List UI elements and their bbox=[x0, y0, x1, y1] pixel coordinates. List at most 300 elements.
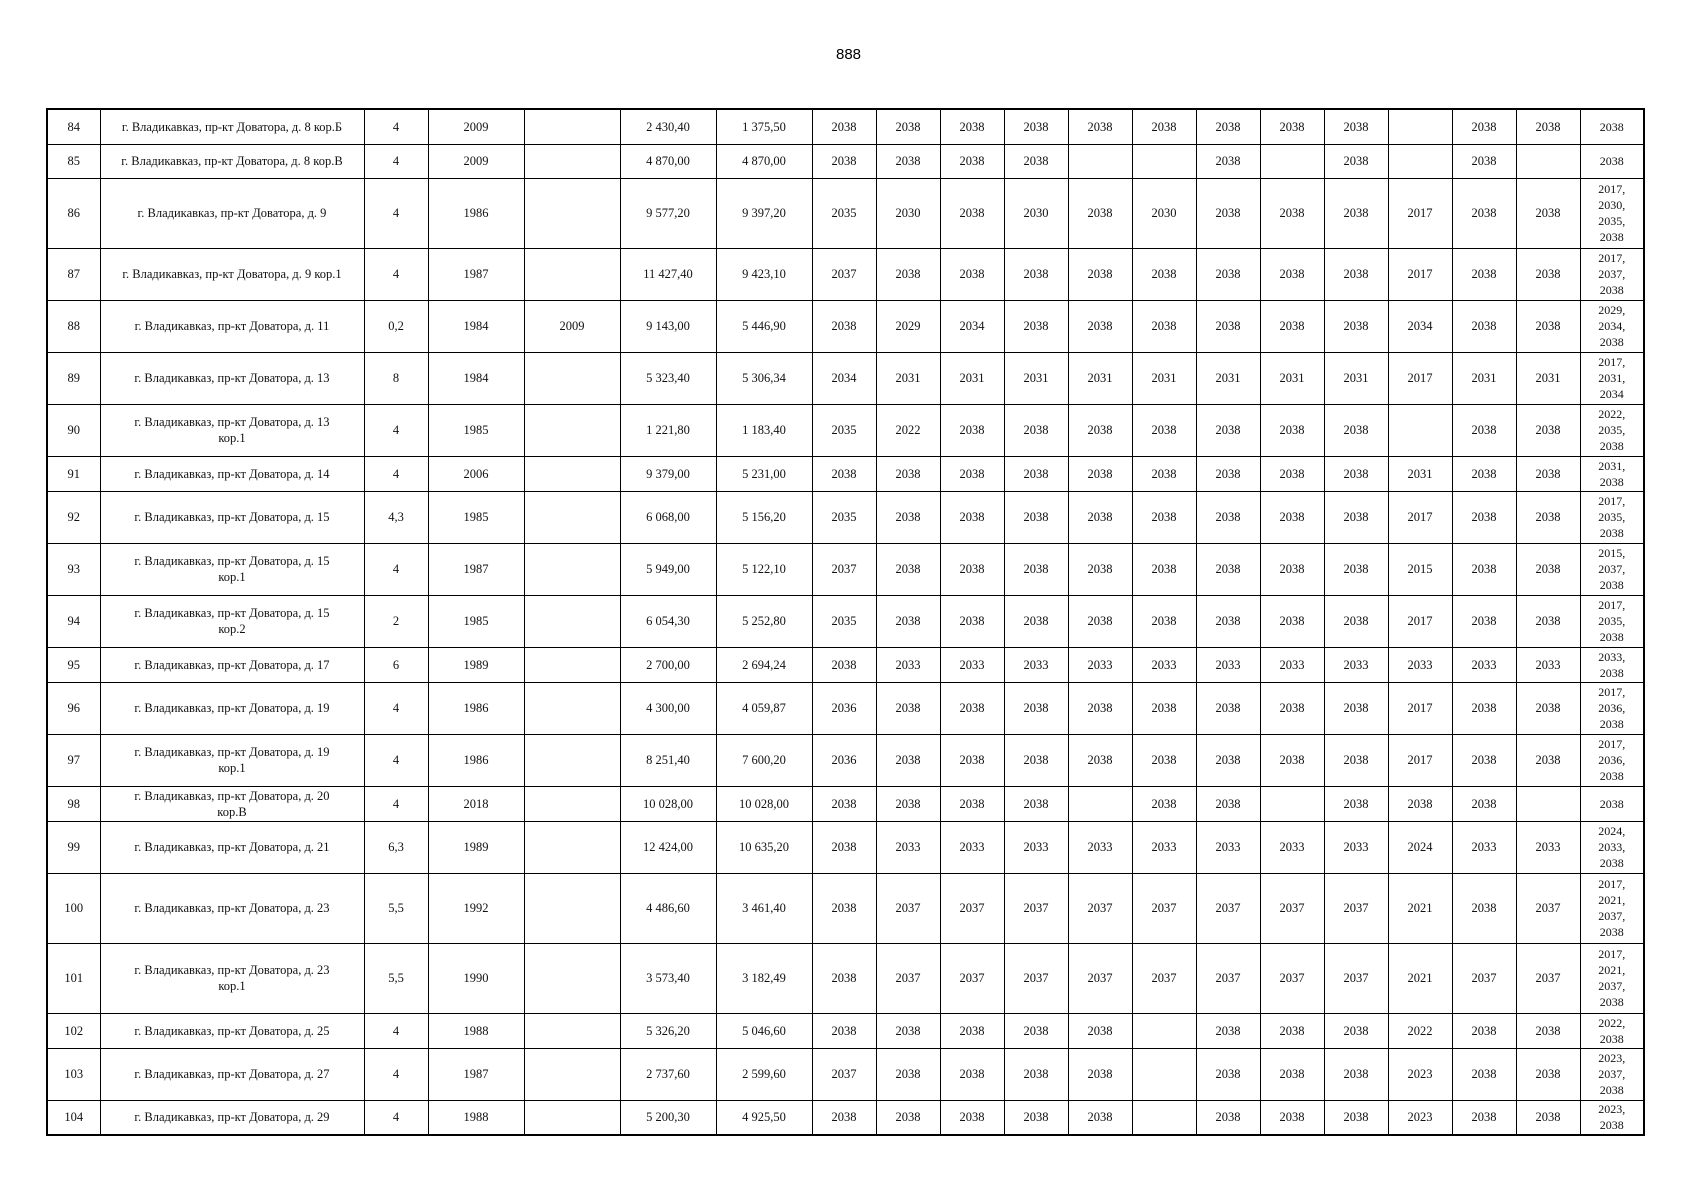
year-built-cell: 1987 bbox=[428, 1048, 524, 1100]
table-row bbox=[47, 647, 1644, 682]
row-number-cell: 84 bbox=[47, 109, 100, 144]
row-number-cell: 86 bbox=[47, 178, 100, 248]
table-row bbox=[47, 404, 1644, 456]
planned-year-cell: 2024, 2033, 2038 bbox=[1580, 821, 1644, 873]
planned-year-cell: 2037 bbox=[876, 943, 940, 1013]
floors-cell: 8 bbox=[364, 352, 428, 404]
total-area-cell: 10 028,00 bbox=[620, 786, 716, 821]
planned-year-cell: 2033 bbox=[876, 647, 940, 682]
row-number-cell: 104 bbox=[47, 1100, 100, 1135]
planned-year-cell: 2017, 2036, 2038 bbox=[1580, 682, 1644, 734]
planned-year-cell: 2038 bbox=[1260, 1048, 1324, 1100]
planned-year-cell: 2031 bbox=[1004, 352, 1068, 404]
planned-year-cell: 2038 bbox=[1324, 734, 1388, 786]
planned-year-cell: 2038 bbox=[1516, 300, 1580, 352]
total-area-cell: 9 143,00 bbox=[620, 300, 716, 352]
planned-year-cell bbox=[1516, 144, 1580, 178]
planned-year-cell: 2033 bbox=[1068, 821, 1132, 873]
year-reconstructed-cell: 2009 bbox=[524, 300, 620, 352]
table-row bbox=[47, 352, 1644, 404]
planned-year-cell: 2038 bbox=[1324, 786, 1388, 821]
living-area-cell: 10 028,00 bbox=[716, 786, 812, 821]
floors-cell: 0,2 bbox=[364, 300, 428, 352]
living-area-cell: 9 423,10 bbox=[716, 248, 812, 300]
planned-year-cell: 2038 bbox=[1260, 491, 1324, 543]
planned-year-cell bbox=[1132, 1048, 1196, 1100]
planned-year-cell: 2038 bbox=[940, 404, 1004, 456]
planned-year-cell: 2035 bbox=[812, 595, 876, 647]
total-area-cell: 11 427,40 bbox=[620, 248, 716, 300]
planned-year-cell: 2031 bbox=[1516, 352, 1580, 404]
planned-year-cell: 2022, 2035, 2038 bbox=[1580, 404, 1644, 456]
floors-cell: 4 bbox=[364, 248, 428, 300]
floors-cell: 5,5 bbox=[364, 873, 428, 943]
planned-year-cell: 2038 bbox=[1132, 491, 1196, 543]
year-built-cell: 2009 bbox=[428, 109, 524, 144]
planned-year-cell: 2031 bbox=[1196, 352, 1260, 404]
table-row bbox=[47, 248, 1644, 300]
planned-year-cell: 2033 bbox=[1452, 647, 1516, 682]
floors-cell: 4,3 bbox=[364, 491, 428, 543]
planned-year-cell: 2038 bbox=[1580, 786, 1644, 821]
living-area-cell: 4 059,87 bbox=[716, 682, 812, 734]
planned-year-cell: 2038 bbox=[1516, 1013, 1580, 1048]
living-area-cell: 5 306,34 bbox=[716, 352, 812, 404]
year-built-cell: 1986 bbox=[428, 682, 524, 734]
year-built-cell: 1985 bbox=[428, 491, 524, 543]
row-number-cell: 89 bbox=[47, 352, 100, 404]
row-number-cell: 91 bbox=[47, 456, 100, 491]
planned-year-cell: 2038 bbox=[1324, 682, 1388, 734]
planned-year-cell: 2038 bbox=[1516, 682, 1580, 734]
planned-year-cell: 2033 bbox=[1260, 821, 1324, 873]
planned-year-cell: 2038 bbox=[1324, 144, 1388, 178]
year-built-cell: 1987 bbox=[428, 248, 524, 300]
planned-year-cell: 2033 bbox=[1324, 647, 1388, 682]
table-row bbox=[47, 595, 1644, 647]
living-area-cell: 1 183,40 bbox=[716, 404, 812, 456]
planned-year-cell: 2038 bbox=[1324, 491, 1388, 543]
year-built-cell: 1989 bbox=[428, 647, 524, 682]
planned-year-cell: 2017 bbox=[1388, 178, 1452, 248]
planned-year-cell: 2017, 2036, 2038 bbox=[1580, 734, 1644, 786]
year-reconstructed-cell bbox=[524, 352, 620, 404]
planned-year-cell: 2031 bbox=[1452, 352, 1516, 404]
planned-year-cell: 2038 bbox=[876, 595, 940, 647]
planned-year-cell: 2038 bbox=[1516, 1100, 1580, 1135]
address-cell: г. Владикавказ, пр-кт Доватора, д. 23 bbox=[100, 873, 364, 943]
year-built-cell: 1984 bbox=[428, 352, 524, 404]
address-cell: г. Владикавказ, пр-кт Доватора, д. 15 кор.1 bbox=[100, 543, 364, 595]
planned-year-cell: 2038 bbox=[876, 786, 940, 821]
total-area-cell: 6 068,00 bbox=[620, 491, 716, 543]
planned-year-cell: 2038 bbox=[1452, 178, 1516, 248]
year-reconstructed-cell bbox=[524, 248, 620, 300]
planned-year-cell: 2038 bbox=[940, 144, 1004, 178]
table-row bbox=[47, 300, 1644, 352]
planned-year-cell: 2031, 2038 bbox=[1580, 456, 1644, 491]
planned-year-cell: 2029, 2034, 2038 bbox=[1580, 300, 1644, 352]
planned-year-cell: 2038 bbox=[1260, 543, 1324, 595]
planned-year-cell: 2037 bbox=[1516, 943, 1580, 1013]
planned-year-cell: 2038 bbox=[1068, 491, 1132, 543]
total-area-cell: 5 949,00 bbox=[620, 543, 716, 595]
year-reconstructed-cell bbox=[524, 1048, 620, 1100]
table-row bbox=[47, 1100, 1644, 1135]
planned-year-cell: 2038 bbox=[1452, 109, 1516, 144]
planned-year-cell: 2017, 2030, 2035, 2038 bbox=[1580, 178, 1644, 248]
planned-year-cell: 2038 bbox=[940, 109, 1004, 144]
planned-year-cell: 2038 bbox=[940, 248, 1004, 300]
address-cell: г. Владикавказ, пр-кт Доватора, д. 8 кор.В bbox=[100, 144, 364, 178]
planned-year-cell: 2038 bbox=[876, 491, 940, 543]
planned-year-cell: 2038 bbox=[1196, 456, 1260, 491]
planned-year-cell: 2038 bbox=[1260, 404, 1324, 456]
table-row bbox=[47, 1013, 1644, 1048]
row-number-cell: 97 bbox=[47, 734, 100, 786]
address-cell: г. Владикавказ, пр-кт Доватора, д. 15 кор.2 bbox=[100, 595, 364, 647]
planned-year-cell: 2037 bbox=[1004, 873, 1068, 943]
floors-cell: 4 bbox=[364, 1013, 428, 1048]
planned-year-cell: 2033 bbox=[1068, 647, 1132, 682]
planned-year-cell: 2038 bbox=[876, 248, 940, 300]
planned-year-cell: 2038 bbox=[940, 734, 1004, 786]
planned-year-cell: 2038 bbox=[1132, 300, 1196, 352]
address-cell: г. Владикавказ, пр-кт Доватора, д. 29 bbox=[100, 1100, 364, 1135]
planned-year-cell: 2031 bbox=[1388, 456, 1452, 491]
planned-year-cell: 2037 bbox=[812, 543, 876, 595]
year-reconstructed-cell bbox=[524, 543, 620, 595]
planned-year-cell: 2038 bbox=[1068, 456, 1132, 491]
planned-year-cell: 2038 bbox=[1132, 248, 1196, 300]
year-reconstructed-cell bbox=[524, 647, 620, 682]
planned-year-cell: 2021 bbox=[1388, 873, 1452, 943]
planned-year-cell: 2038 bbox=[940, 178, 1004, 248]
planned-year-cell bbox=[1516, 786, 1580, 821]
table-row bbox=[47, 821, 1644, 873]
planned-year-cell: 2033 bbox=[940, 821, 1004, 873]
planned-year-cell: 2033 bbox=[1452, 821, 1516, 873]
planned-year-cell: 2038 bbox=[812, 300, 876, 352]
year-built-cell: 2009 bbox=[428, 144, 524, 178]
planned-year-cell: 2038 bbox=[1068, 682, 1132, 734]
total-area-cell: 8 251,40 bbox=[620, 734, 716, 786]
planned-year-cell: 2038 bbox=[1196, 786, 1260, 821]
year-reconstructed-cell bbox=[524, 821, 620, 873]
planned-year-cell: 2038 bbox=[1580, 109, 1644, 144]
planned-year-cell: 2038 bbox=[1068, 248, 1132, 300]
table-row bbox=[47, 873, 1644, 943]
planned-year-cell: 2038 bbox=[1196, 682, 1260, 734]
row-number-cell: 87 bbox=[47, 248, 100, 300]
planned-year-cell: 2038 bbox=[1452, 543, 1516, 595]
planned-year-cell: 2038 bbox=[812, 1100, 876, 1135]
total-area-cell: 1 221,80 bbox=[620, 404, 716, 456]
floors-cell: 2 bbox=[364, 595, 428, 647]
planned-year-cell: 2038 bbox=[1004, 543, 1068, 595]
planned-year-cell: 2038 bbox=[1452, 734, 1516, 786]
planned-year-cell: 2037 bbox=[1260, 873, 1324, 943]
planned-year-cell: 2031 bbox=[1132, 352, 1196, 404]
planned-year-cell: 2038 bbox=[1132, 456, 1196, 491]
planned-year-cell: 2038 bbox=[1004, 491, 1068, 543]
year-reconstructed-cell bbox=[524, 1013, 620, 1048]
living-area-cell: 9 397,20 bbox=[716, 178, 812, 248]
planned-year-cell: 2033 bbox=[1516, 821, 1580, 873]
planned-year-cell: 2038 bbox=[1516, 734, 1580, 786]
planned-year-cell: 2038 bbox=[876, 1100, 940, 1135]
year-reconstructed-cell bbox=[524, 491, 620, 543]
planned-year-cell: 2038 bbox=[1068, 595, 1132, 647]
row-number-cell: 90 bbox=[47, 404, 100, 456]
planned-year-cell: 2037 bbox=[1068, 873, 1132, 943]
planned-year-cell: 2038 bbox=[1324, 595, 1388, 647]
planned-year-cell: 2038 bbox=[812, 456, 876, 491]
total-area-cell: 5 326,20 bbox=[620, 1013, 716, 1048]
planned-year-cell: 2038 bbox=[876, 109, 940, 144]
year-reconstructed-cell bbox=[524, 595, 620, 647]
planned-year-cell: 2037 bbox=[812, 1048, 876, 1100]
total-area-cell: 5 200,30 bbox=[620, 1100, 716, 1135]
row-number-cell: 94 bbox=[47, 595, 100, 647]
total-area-cell: 2 737,60 bbox=[620, 1048, 716, 1100]
address-cell: г. Владикавказ, пр-кт Доватора, д. 19 кор.1 bbox=[100, 734, 364, 786]
planned-year-cell: 2033 bbox=[1516, 647, 1580, 682]
table-row bbox=[47, 734, 1644, 786]
floors-cell: 4 bbox=[364, 404, 428, 456]
row-number-cell: 85 bbox=[47, 144, 100, 178]
planned-year-cell: 2038 bbox=[1452, 491, 1516, 543]
floors-cell: 4 bbox=[364, 109, 428, 144]
planned-year-cell: 2038 bbox=[812, 1013, 876, 1048]
planned-year-cell bbox=[1068, 144, 1132, 178]
address-cell: г. Владикавказ, пр-кт Доватора, д. 9 кор.1 bbox=[100, 248, 364, 300]
planned-year-cell: 2038 bbox=[1132, 682, 1196, 734]
year-reconstructed-cell bbox=[524, 178, 620, 248]
planned-year-cell: 2022 bbox=[876, 404, 940, 456]
floors-cell: 6,3 bbox=[364, 821, 428, 873]
table-body bbox=[47, 109, 1644, 1135]
address-cell: г. Владикавказ, пр-кт Доватора, д. 21 bbox=[100, 821, 364, 873]
planned-year-cell: 2038 bbox=[1004, 404, 1068, 456]
planned-year-cell: 2038 bbox=[1452, 248, 1516, 300]
planned-year-cell: 2037 bbox=[1132, 873, 1196, 943]
planned-year-cell: 2038 bbox=[1004, 1013, 1068, 1048]
planned-year-cell: 2038 bbox=[1452, 873, 1516, 943]
planned-year-cell: 2038 bbox=[1196, 144, 1260, 178]
year-reconstructed-cell bbox=[524, 734, 620, 786]
address-cell: г. Владикавказ, пр-кт Доватора, д. 20 кор.В bbox=[100, 786, 364, 821]
living-area-cell: 10 635,20 bbox=[716, 821, 812, 873]
living-area-cell: 5 122,10 bbox=[716, 543, 812, 595]
living-area-cell: 1 375,50 bbox=[716, 109, 812, 144]
planned-year-cell: 2038 bbox=[812, 821, 876, 873]
planned-year-cell: 2037 bbox=[1196, 873, 1260, 943]
planned-year-cell: 2038 bbox=[940, 1048, 1004, 1100]
planned-year-cell: 2017 bbox=[1388, 491, 1452, 543]
floors-cell: 4 bbox=[364, 456, 428, 491]
planned-year-cell: 2038 bbox=[1196, 404, 1260, 456]
row-number-cell: 100 bbox=[47, 873, 100, 943]
planned-year-cell bbox=[1388, 109, 1452, 144]
planned-year-cell: 2037 bbox=[1260, 943, 1324, 1013]
planned-year-cell: 2038 bbox=[876, 734, 940, 786]
planned-year-cell: 2017, 2037, 2038 bbox=[1580, 248, 1644, 300]
address-cell: г. Владикавказ, пр-кт Доватора, д. 8 кор.Б bbox=[100, 109, 364, 144]
row-number-cell: 102 bbox=[47, 1013, 100, 1048]
planned-year-cell: 2038 bbox=[1260, 248, 1324, 300]
planned-year-cell: 2037 bbox=[812, 248, 876, 300]
address-cell: г. Владикавказ, пр-кт Доватора, д. 17 bbox=[100, 647, 364, 682]
planned-year-cell: 2038 bbox=[1260, 595, 1324, 647]
planned-year-cell: 2023, 2038 bbox=[1580, 1100, 1644, 1135]
planned-year-cell: 2038 bbox=[940, 1100, 1004, 1135]
planned-year-cell: 2038 bbox=[1260, 1100, 1324, 1135]
planned-year-cell: 2033 bbox=[1260, 647, 1324, 682]
total-area-cell: 6 054,30 bbox=[620, 595, 716, 647]
table-row bbox=[47, 682, 1644, 734]
planned-year-cell: 2022 bbox=[1388, 1013, 1452, 1048]
planned-year-cell: 2038 bbox=[1260, 456, 1324, 491]
page-number: 888 bbox=[835, 46, 862, 63]
planned-year-cell: 2038 bbox=[1452, 595, 1516, 647]
planned-year-cell: 2038 bbox=[812, 647, 876, 682]
planned-year-cell: 2023, 2037, 2038 bbox=[1580, 1048, 1644, 1100]
planned-year-cell: 2034 bbox=[940, 300, 1004, 352]
year-reconstructed-cell bbox=[524, 943, 620, 1013]
planned-year-cell: 2038 bbox=[940, 456, 1004, 491]
total-area-cell: 4 486,60 bbox=[620, 873, 716, 943]
planned-year-cell: 2038 bbox=[940, 595, 1004, 647]
planned-year-cell: 2038 bbox=[1324, 1048, 1388, 1100]
planned-year-cell: 2017 bbox=[1388, 248, 1452, 300]
living-area-cell: 4 870,00 bbox=[716, 144, 812, 178]
planned-year-cell: 2038 bbox=[1068, 543, 1132, 595]
row-number-cell: 92 bbox=[47, 491, 100, 543]
planned-year-cell: 2038 bbox=[876, 543, 940, 595]
planned-year-cell: 2034 bbox=[1388, 300, 1452, 352]
planned-year-cell: 2038 bbox=[1516, 595, 1580, 647]
planned-year-cell: 2038 bbox=[1260, 109, 1324, 144]
planned-year-cell: 2038 bbox=[1132, 595, 1196, 647]
living-area-cell: 2 599,60 bbox=[716, 1048, 812, 1100]
living-area-cell: 5 446,90 bbox=[716, 300, 812, 352]
planned-year-cell: 2038 bbox=[876, 1048, 940, 1100]
address-cell: г. Владикавказ, пр-кт Доватора, д. 13 кор.1 bbox=[100, 404, 364, 456]
living-area-cell: 5 231,00 bbox=[716, 456, 812, 491]
address-cell: г. Владикавказ, пр-кт Доватора, д. 25 bbox=[100, 1013, 364, 1048]
total-area-cell: 9 379,00 bbox=[620, 456, 716, 491]
address-cell: г. Владикавказ, пр-кт Доватора, д. 13 bbox=[100, 352, 364, 404]
year-reconstructed-cell bbox=[524, 144, 620, 178]
planned-year-cell bbox=[1260, 786, 1324, 821]
planned-year-cell: 2038 bbox=[1516, 491, 1580, 543]
planned-year-cell: 2038 bbox=[1068, 178, 1132, 248]
living-area-cell: 4 925,50 bbox=[716, 1100, 812, 1135]
planned-year-cell: 2038 bbox=[1516, 404, 1580, 456]
planned-year-cell: 2038 bbox=[1516, 543, 1580, 595]
address-cell: г. Владикавказ, пр-кт Доватора, д. 15 bbox=[100, 491, 364, 543]
planned-year-cell: 2033 bbox=[1004, 647, 1068, 682]
planned-year-cell: 2038 bbox=[1004, 1048, 1068, 1100]
planned-year-cell: 2038 bbox=[1068, 734, 1132, 786]
planned-year-cell: 2038 bbox=[1324, 300, 1388, 352]
planned-year-cell: 2038 bbox=[1068, 1100, 1132, 1135]
year-built-cell: 1990 bbox=[428, 943, 524, 1013]
planned-year-cell bbox=[1388, 404, 1452, 456]
planned-year-cell: 2038 bbox=[1004, 734, 1068, 786]
planned-year-cell: 2023 bbox=[1388, 1048, 1452, 1100]
planned-year-cell: 2038 bbox=[1260, 178, 1324, 248]
planned-year-cell: 2037 bbox=[1004, 943, 1068, 1013]
planned-year-cell: 2038 bbox=[1196, 1013, 1260, 1048]
address-cell: г. Владикавказ, пр-кт Доватора, д. 19 bbox=[100, 682, 364, 734]
year-reconstructed-cell bbox=[524, 109, 620, 144]
living-area-cell: 5 156,20 bbox=[716, 491, 812, 543]
planned-year-cell: 2038 bbox=[812, 943, 876, 1013]
planned-year-cell: 2017, 2035, 2038 bbox=[1580, 491, 1644, 543]
year-built-cell: 1985 bbox=[428, 595, 524, 647]
planned-year-cell: 2033 bbox=[1324, 821, 1388, 873]
planned-year-cell: 2035 bbox=[812, 404, 876, 456]
planned-year-cell: 2038 bbox=[940, 1013, 1004, 1048]
total-area-cell: 12 424,00 bbox=[620, 821, 716, 873]
table-row bbox=[47, 1048, 1644, 1100]
planned-year-cell: 2038 bbox=[1324, 404, 1388, 456]
planned-year-cell: 2038 bbox=[1196, 178, 1260, 248]
planned-year-cell: 2017 bbox=[1388, 734, 1452, 786]
planned-year-cell: 2038 bbox=[1260, 734, 1324, 786]
planned-year-cell: 2017, 2031, 2034 bbox=[1580, 352, 1644, 404]
planned-year-cell: 2030 bbox=[1004, 178, 1068, 248]
total-area-cell: 9 577,20 bbox=[620, 178, 716, 248]
planned-year-cell: 2038 bbox=[1196, 248, 1260, 300]
planned-year-cell: 2038 bbox=[1068, 1048, 1132, 1100]
planned-year-cell: 2015, 2037, 2038 bbox=[1580, 543, 1644, 595]
planned-year-cell: 2038 bbox=[1196, 1048, 1260, 1100]
total-area-cell: 4 300,00 bbox=[620, 682, 716, 734]
planned-year-cell: 2037 bbox=[1516, 873, 1580, 943]
table-row bbox=[47, 543, 1644, 595]
year-built-cell: 1986 bbox=[428, 734, 524, 786]
total-area-cell: 3 573,40 bbox=[620, 943, 716, 1013]
planned-year-cell: 2038 bbox=[1260, 1013, 1324, 1048]
total-area-cell: 5 323,40 bbox=[620, 352, 716, 404]
planned-year-cell: 2038 bbox=[1516, 109, 1580, 144]
planned-year-cell: 2038 bbox=[1324, 109, 1388, 144]
planned-year-cell: 2038 bbox=[1516, 248, 1580, 300]
planned-year-cell: 2038 bbox=[1580, 144, 1644, 178]
planned-year-cell: 2038 bbox=[1004, 248, 1068, 300]
planned-year-cell: 2017 bbox=[1388, 682, 1452, 734]
living-area-cell: 3 461,40 bbox=[716, 873, 812, 943]
planned-year-cell: 2037 bbox=[1452, 943, 1516, 1013]
planned-year-cell: 2022, 2038 bbox=[1580, 1013, 1644, 1048]
planned-year-cell: 2038 bbox=[1068, 109, 1132, 144]
planned-year-cell: 2038 bbox=[1196, 300, 1260, 352]
total-area-cell: 2 430,40 bbox=[620, 109, 716, 144]
living-area-cell: 5 252,80 bbox=[716, 595, 812, 647]
planned-year-cell: 2038 bbox=[1388, 786, 1452, 821]
planned-year-cell: 2038 bbox=[812, 786, 876, 821]
planned-year-cell: 2031 bbox=[1068, 352, 1132, 404]
table-row bbox=[47, 943, 1644, 1013]
planned-year-cell: 2038 bbox=[1324, 178, 1388, 248]
floors-cell: 4 bbox=[364, 178, 428, 248]
year-reconstructed-cell bbox=[524, 682, 620, 734]
planned-year-cell: 2038 bbox=[1004, 786, 1068, 821]
planned-year-cell: 2038 bbox=[1068, 404, 1132, 456]
